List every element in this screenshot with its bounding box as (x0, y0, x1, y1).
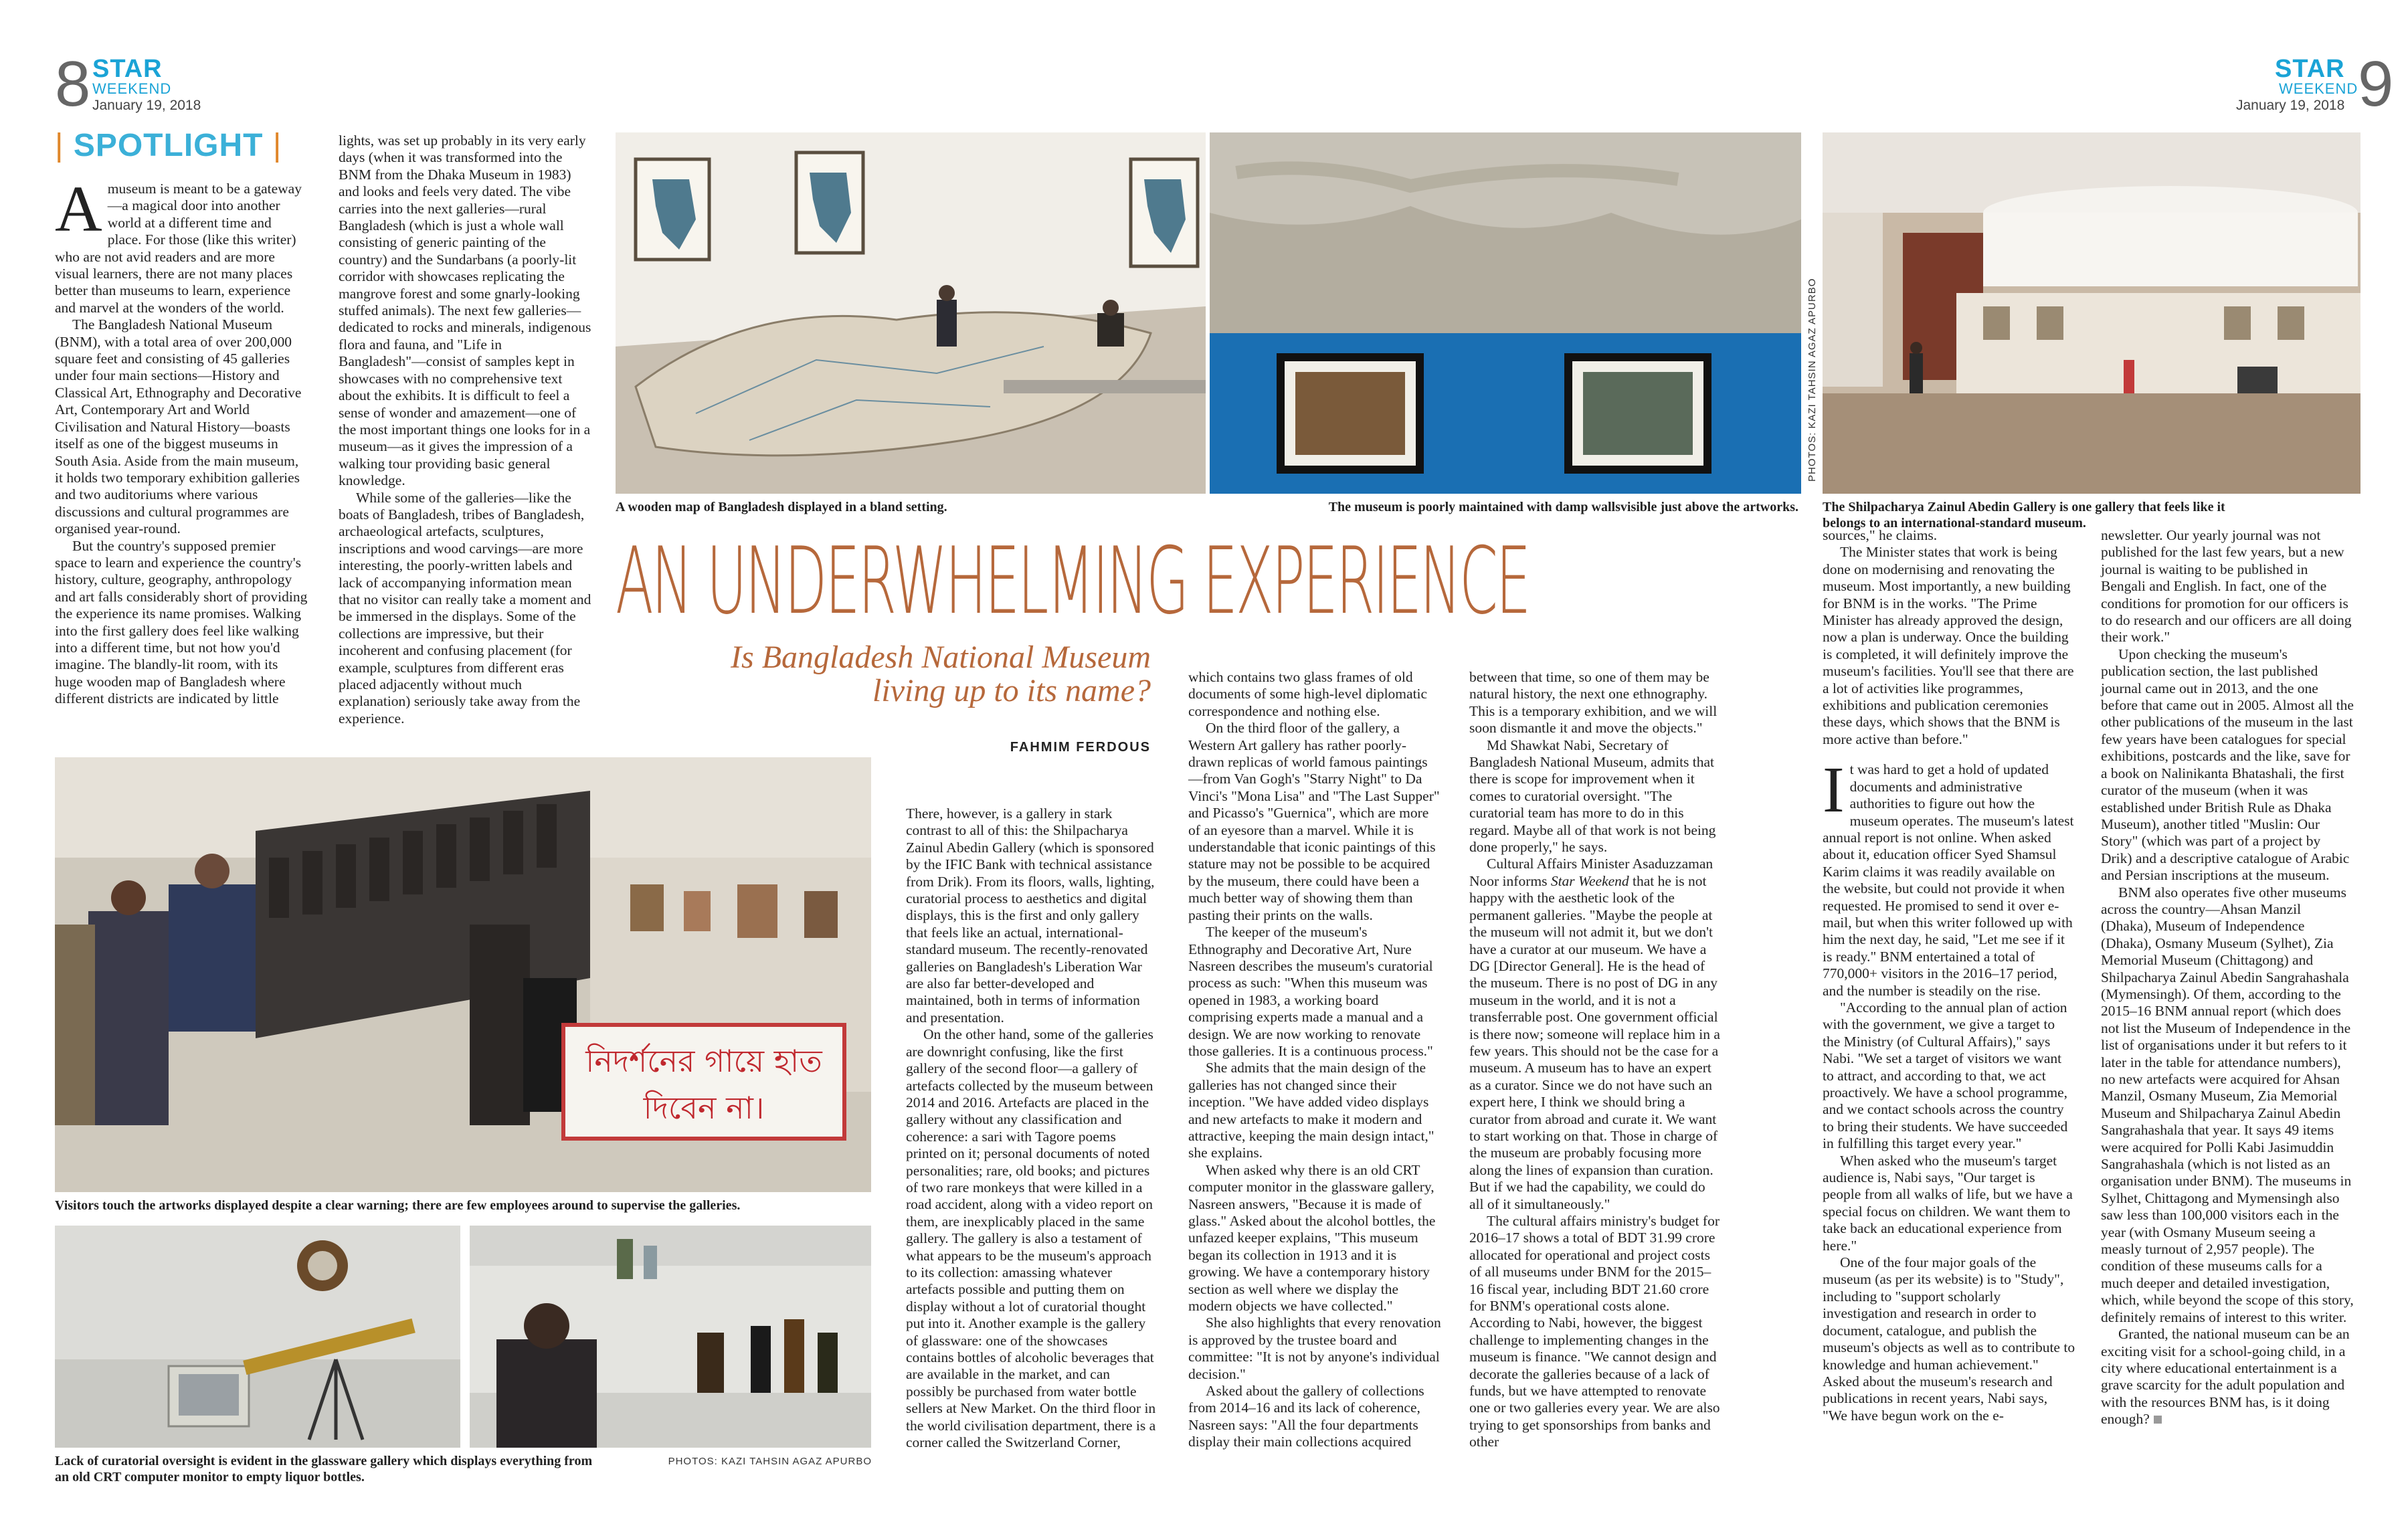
paragraph: There, however, is a gallery in stark contrast to all of this: the Shilpacharya Zainul Abedin Gallery (which is sponsored by the IFIC Bank with technical assistance from Drik). From its floors, walls, lighting, curatorial process to aesthetics and digital displays, this is the first and only gallery that feels like an actual, international-standard museum. The recently-renovated galleries on Bangladesh's Liberation War are also far better-developed and maintained, both in terms of information and presentation. (906, 805, 1155, 1026)
article-column-6 (1823, 527, 2075, 1424)
article-column-3 (906, 805, 1159, 1451)
brand-star: STAR (2275, 55, 2345, 83)
paragraph: While some of the galleries—like the boats of Bangladesh, tribes of Bangladesh, archaeological artefacts, sculptures, inscriptions and wood carvings—are more interesting, the poorly-written labels and lack of accompanying information mean that no visitor can really take a moment and be immersed in the displays. Some of the collections are impressive, but their incoherent and confusing placement (for example, sculptures from different eras placed adjacently without much explanation) seriously take away from the experience. (339, 489, 591, 727)
glassware-image (470, 1226, 871, 1448)
paragraph: She also highlights that every renovation is approved by the trustee board and committee: "It is not by anyone's individual decision." (1188, 1315, 1441, 1382)
photo-map-room (616, 132, 1206, 494)
paragraph: But the country's supposed premier space to learn and experience the country's history, culture, geography, anthropology and art falls considerably short of providing the experience its name promises. Walking into the first gallery does feel like walking into a different time, but not how you'd imagine. The blandly-lit room, with its huge wooden map of Bangladesh where different districts are indicated by little (55, 537, 308, 707)
publication-name: Star Weekend (1550, 872, 1629, 889)
section-label: | SPOTLIGHT | (55, 128, 282, 163)
issue-date: January 19, 2018 (92, 98, 201, 113)
paragraph: On the other hand, some of the galleries are downright confusing, like the first gallery of the second floor—a gallery of artefacts collected by the museum between 2014 and 2016. Artefacts are placed in the gallery without any classification and coherence: a sari with Tagore poems printed on it; personal documents of noted personalities; rare, old books; and pictures of two rare monkeys that were killed in a road accident, along with a video report on them, are inexplicably placed in the same gallery. The gallery is also a testament of what appears to be the museum's approach to its collection: amassing whatever artefacts possible and putting them on display without a lot of curatorial thought put into it. Another example is the gallery of glassware: one of the showcases contains bottles of alcoholic beverages that are available in the market, and can possibly be purchased from water bottle sellers at New Market. On the third floor in the world civilisation department, there is a corner called the Switzerland Corner, (906, 1026, 1156, 1451)
warning-sign-line-1: নিদর্শনের গায়ে হাত (585, 1043, 822, 1079)
photo-telescope (55, 1226, 460, 1448)
paragraph: The keeper of the museum's Ethnography and Decorative Art, Nure Nasreen describes the museum's curatorial process as such: "When this museum was opened in 1983, a working board comprising experts made a manual and a design. We are now working to renovate those galleries. It is a continuous process." (1188, 924, 1433, 1059)
photo-gallery (1823, 132, 2360, 494)
paragraph: Asked about the gallery of collections from 2014–16 and its lack of coherence, Nasreen says: "All the four departments display their main collections acquired (1188, 1383, 1424, 1450)
photo-glassware (470, 1226, 871, 1448)
article-column-1 (55, 173, 308, 708)
paragraph: The cultural affairs ministry's budget for 2016–17 shows a total of BDT 31.99 crore allocated for operational and project costs of all museums under BNM for the 2015–16 fiscal year, including BDT 21.60 crore for BNM's operational costs alone. According to Nabi, however, the biggest challenge to implementing changes in the museum is finance. "We cannot design and decorate the galleries because of a lack of funds, but we have attempted to renovate one or two galleries every year. We are also trying to get sponsorships from banks and other (1469, 1213, 1720, 1450)
article-column-5 (1469, 669, 1722, 1451)
deck (616, 641, 1151, 708)
photo-caption: The Shilpacharya Zainul Abedin Gallery is one gallery that feels like it belongs to an international-standard museum. (1823, 500, 2225, 531)
article-column-2 (339, 132, 591, 727)
paragraph: lights, was set up probably in its very early days (when it was transformed into the BNM from the Dhaka Museum in 1983) and looks and feels very dated. The vibe carries into the next galleries—rural Bangladesh (which is just a whole wall consisting of generic painting of the country) and the Sundarbans (a poorly-lit corridor with showcases replicating the mangrove forest and some gnarly-looking stuffed animals). The next few galleries—dedicated to rocks and minerals, indigenous flora and fauna, and "Life in Bangladesh"—consist of samples kept in showcases with no comprehensive text about the exhibits. It is difficult to feel a sense of wonder and amazement—one of the most important things one looks for in a museum—as it gives the impression of a walking tour providing basic general knowledge. (339, 132, 591, 489)
brand-weekend: WEEKEND (92, 80, 172, 97)
paragraph: It was hard to get a hold of updated documents and administrative authorities to figure out how the museum operates. The museum's latest annual report is not online. When asked about it, education officer Syed Shamsul Karim claims it was readily available on the website, but could not provide it when requested. He promised to send it over e-mail, but when this writer followed up with him the next day, he said, "Let me see if it is ready." BNM entertained a total of 770,000+ visitors in the 2016–17 period, and the number is steadily on the rise. (1823, 754, 2074, 999)
issue-date: January 19, 2018 (2236, 98, 2345, 113)
paragraph: which contains two glass frames of old documents of some high-level diplomatic correspondence and nothing else. (1188, 669, 1428, 719)
paragraph (2101, 1326, 2354, 1428)
paragraph: "According to the annual plan of action with the government, we give a target to the Ministry (of Cultural Affairs)," says Nabi. "We set a target of visitors we want to attract, and according to that, we act proactively. We have a school programme, and we contact schools across the country to bring their students. We have succeeded in fulfilling this target every year." (1823, 999, 2068, 1152)
warning-sign-line-2: দিবেন না। (643, 1090, 765, 1126)
paragraph: between that time, so one of them may be natural history, the next one ethnography. This is a temporary exhibition, and we will soon dismantle it and move the objects." (1469, 669, 1718, 737)
deck-line-1: Is Bangladesh National Museum (731, 640, 1151, 675)
masthead-left (55, 48, 229, 120)
brand-star: STAR (92, 55, 163, 83)
page-number: 8 (55, 48, 91, 120)
photo-bells (55, 757, 871, 1192)
text-run: Granted, the national museum can be an exciting visit for a school-going child, in a city where educational entertainment is a grave scarcity for the adult population and with the resources BNM has, is it doing enough? (2101, 1326, 2350, 1428)
headline: AN UNDERWHELMING EXPERIENCE (616, 527, 1530, 635)
page-number: 9 (2358, 48, 2394, 120)
text-run: that he is not happy with the aesthetic look of the permanent galleries. "Maybe the people at the museum will not admit it, but we don't have a curator at our museum. We have a DG [Director General]. He is the head of the museum. There is no post of DG in any museum in the world, and it is not a transferrable post. One government official is there now; someone will replace him in a few years. This should not be the case for a museum. A museum has to have an expert as a curator. Since we do not have such an expert here, I think we should bring a curator from abroad and curate it. We want to start working on that. Those in charge of the museum are probably focusing more along the lines of expansion than curation. But if we had the capability, we could do all of it simultaneously." (1469, 872, 1720, 1212)
photo-credit: PHOTOS: KAZI TAHSIN AGAZ APURBO (668, 1456, 872, 1467)
photo-damp-wall (1210, 132, 1801, 494)
damp-wall-image (1210, 132, 1801, 494)
photo-caption: Visitors touch the artworks displayed despite a clear warning; there are few employees around to supervise the galleries. (55, 1198, 741, 1213)
paragraph: newsletter. Our yearly journal was not published for the last few years, but a new journal is waiting to be published in Bengali and English. In fact, one of the conditions for promotion for our officers is to do research and our officers are all doing their work." (2101, 527, 2352, 646)
paragraph: When asked why there is an old CRT computer monitor in the glassware gallery, Nasreen answers, "Because it is made of glass." Asked about the alcohol bottles, the unfazed keeper explains, "This museum began its collection in 1913 and it is growing. We have a contemporary history section as well where we display the modern objects we have collected." (1188, 1161, 1436, 1315)
paragraph: Amuseum is meant to be a gateway—a magical door into another world at a different time and place. For those (like this writer) who are not avid readers and are more visual learners, there are not many places better than museums to learn, experience and marvel at the wonders of the world. (55, 173, 302, 316)
photo-credit: PHOTOS: KAZI TAHSIN AGAZ APURBO (1807, 278, 1818, 482)
map-room-image (616, 132, 1206, 494)
section-label-text: SPOTLIGHT (73, 128, 264, 163)
masthead-right (2228, 48, 2402, 120)
paragraph: BNM also operates five other museums across the country—Ahsan Manzil (Dhaka), Museum of Independence (Dhaka), Osmany Museum (Sylhet), Zia Memorial Museum (Chittagong) and Shilpacharya Zainul Abedin Sangrahashala (Mymensingh). Of them, according to the 2015–16 BNM annual report (which does not list the Museum of Independence in the list of organisations under it but refers to it later in the table for attendance numbers), no new artefacts were acquired for Ahsan Manzil, Osmany Museum, Zia Memorial Museum and Shilpacharya Zainul Abedin Sangrahashala that year. It says 49 items were acquired for Polli Kabi Jasimuddin Sangrahashala (which is not listed as an organisation under BNM). The museums in Sylhet, Chittagong and Mymensingh also saw less than 100,000 visitors each in the year (with Osmany Museum seeing a measly turnout of 2,957 people). The condition of these museums calls for a much deeper and detailed investigation, which, while beyond the scope of this story, definitely remains of interest to this writer. (2101, 884, 2354, 1325)
photo-caption: A wooden map of Bangladesh displayed in a bland setting. (616, 500, 947, 514)
paragraph: Md Shawkat Nabi, Secretary of Bangladesh National Museum, admits that there is scope for improvement when it comes to curatorial oversight. "The curatorial team has more to do in this regard. Maybe all of that work is not being done properly," he says. (1469, 737, 1716, 856)
paragraph (1469, 856, 1722, 1213)
bells-image (55, 757, 871, 1192)
paragraph: She admits that the main design of the galleries has not changed since their inception. "We have added video displays and new artefacts to make it modern and attractive, keeping the main design intact," she explains. (1188, 1060, 1434, 1161)
photo-caption: Lack of curatorial oversight is evident in the glassware gallery which displays everything from an old CRT computer monitor to empty liquor bottles. (55, 1454, 593, 1484)
paragraph: The Minister states that work is being done on modernising and renovating the museum. Most importantly, a new building for BNM is in the works. "The Prime Minister has already approved the design, now a plan is underway. Once the building is completed, it will definitely improve the museum's facilities. You'll see that there are a lot of activities like programmes, exhibitions and publication ceremonies these days, which shows that the BNM is more active than before." (1823, 544, 2074, 747)
article-column-4 (1188, 669, 1441, 1451)
gallery-image (1823, 132, 2360, 494)
photo-caption: The museum is poorly maintained with damp wallsvisible just above the artworks. (1328, 500, 1798, 514)
end-mark-icon (2154, 1416, 2162, 1424)
article-column-7 (2101, 527, 2354, 1428)
paragraph: Upon checking the museum's publication section, the last published journal came out in 2013, and the one before that came out in 2005. Almost all the other publications of the museum in the last few years have been catalogues for special exhibitions, postcards and the like, save for a book on Nalinikanta Bhatashali, the first curator of the museum (when it was established under British Rule as Dhaka Museum), another titled "Muslin: Our Story" (which was part of a project by Drik) and a descriptive catalogue of Arabic and Persian inscriptions at the museum. (2101, 646, 2354, 884)
paragraph: When asked who the museum's target audience is, Nabi says, "Our target is people from all walks of life, but we have a special focus on children. We want them to take back an educational experience from here." (1823, 1152, 2073, 1254)
byline: FAHMIM FERDOUS (1010, 740, 1151, 755)
paragraph: One of the four major goals of the museum (as per its website) is to "Study", including to "support scholarly investigation and research in order to document, catalogue, and publish the museum's objects as well as to contribute to knowledge and human achievement." Asked about the museum's research and publications in recent years, Nabi says, "We have begun work on the e- (1823, 1254, 2075, 1424)
telescope-image (55, 1226, 460, 1448)
paragraph: sources," he claims. (1823, 527, 1938, 543)
paragraph: The Bangladesh National Museum (BNM), with a total area of over 200,000 square feet and consisting of 45 galleries under four main sections—History and Classical Art, Ethnography and Decorative Art, Contemporary Art and World Civilisation and Natural History—boasts itself as one of the biggest museums in South Asia. Aside from the main museum, it holds two temporary exhibition galleries and two auditoriums where various discussions and cultural programmes are organised year-round. (55, 316, 302, 537)
paragraph: On the third floor of the gallery, a Western Art gallery has rather poorly-drawn replicas of world famous paintings—from Van Gogh's "Starry Night" to Da Vinci's "Mona Lisa" and "The Last Supper" and Picasso's "Guernica", which are more of an eyesore than a marvel. While it is understandable that iconic paintings of this stature may not be possible to be acquired by the museum, there could have been a much better way of showing them than pasting their prints on the walls. (1188, 720, 1440, 923)
deck-line-2: living up to its name? (872, 673, 1151, 708)
brand-weekend: WEEKEND (2279, 80, 2358, 97)
text-run: Cultural Affairs Minister Asaduzzaman Noor informs (1469, 856, 1714, 889)
